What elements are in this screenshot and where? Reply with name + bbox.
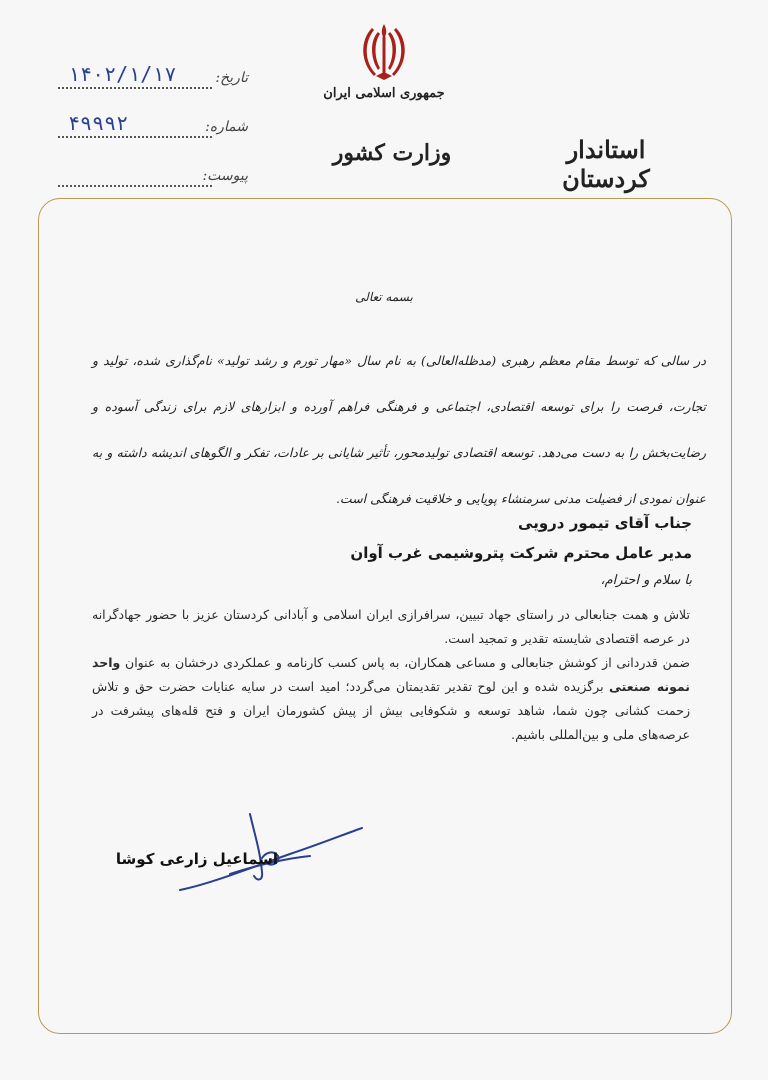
attachment-field xyxy=(58,166,248,192)
date-value: ۱۴۰۲/۱/۱۷ xyxy=(68,62,177,86)
para2-end: برگزیده شده و این لوح تقدیر تقدیمتان می‌گردد؛ امید است در سایه عنایات حضرت حق و تلاش زحمت کشانی چون شما، شاهد توسعه و شکوفایی بیش از پیش کشورمان ایران و فتح قله‌های پیشرفت در عرصه‌های ملی و بین‌المللی باشیم. xyxy=(92,679,690,742)
letter-body xyxy=(92,603,690,747)
number-line xyxy=(58,136,212,138)
ministry-title: وزارت کشور xyxy=(332,140,452,166)
signer-name: اسماعیل زارعی کوشا xyxy=(115,850,279,868)
salutation: با سلام و احترام، xyxy=(600,573,692,588)
body-paragraph-2 xyxy=(92,651,690,747)
date-line xyxy=(58,87,212,89)
para2-start: ضمن قدردانی از کوشش جنابعالی و مساعی همکاران، به پاس کسب کارنامه و عملکردی درخشان به عنوان xyxy=(120,655,690,670)
attachment-line xyxy=(58,185,212,187)
attachment-label: پیوست: xyxy=(202,168,248,184)
addressee-name: جناب آقای تیمور درویی xyxy=(518,514,692,532)
date-field xyxy=(58,62,248,94)
date-label: تاریخ: xyxy=(215,70,248,86)
emblem-caption: جمهوری اسلامی ایران xyxy=(323,86,445,101)
iran-emblem-icon xyxy=(352,20,416,84)
para2-highlight: واحد نمونه صنعتی xyxy=(92,655,690,694)
number-field xyxy=(58,111,248,143)
number-label: شماره: xyxy=(205,119,248,135)
bismillah: بسمه تعالی xyxy=(355,290,413,304)
body-paragraph-1: تلاش و همت جنابعالی در راستای جهاد تبیین، سرافرازی ایران اسلامی و آبادانی کردستان عزیز با حضور جهادگرانه در عرصه اقتصادی شایسته تقدیر و تمجید است. xyxy=(92,607,690,646)
intro-paragraph: در سالی که توسط مقام معظم رهبری (مدظله‌العالی) به نام سال «مهار تورم و رشد تولید» نام‌گذاری شده، تولید و تجارت، فرصت را برای توسعه اقتصادی، اجتماعی و فرهنگی فراهم آورده و ابزارهای لازم برای زندگی آسوده و رضایت‌بخش را به دست می‌دهد. توسعه اقتصادی تولیدمحور، تأثیر شایانی بر عادات، تفکر و الگوهای اندیشه داشته و به عنوان نمودی از فضیلت مدنی سرمنشاء پویایی و خلاقیت فرهنگی است. xyxy=(92,353,706,506)
governorate-title: استاندار کردستان xyxy=(562,135,650,193)
addressee-block xyxy=(192,508,692,568)
number-value: ۴۹۹۹۲ xyxy=(68,111,129,135)
addressee-title: مدیر عامل محترم شرکت پتروشیمی غرب آوان xyxy=(350,544,692,562)
